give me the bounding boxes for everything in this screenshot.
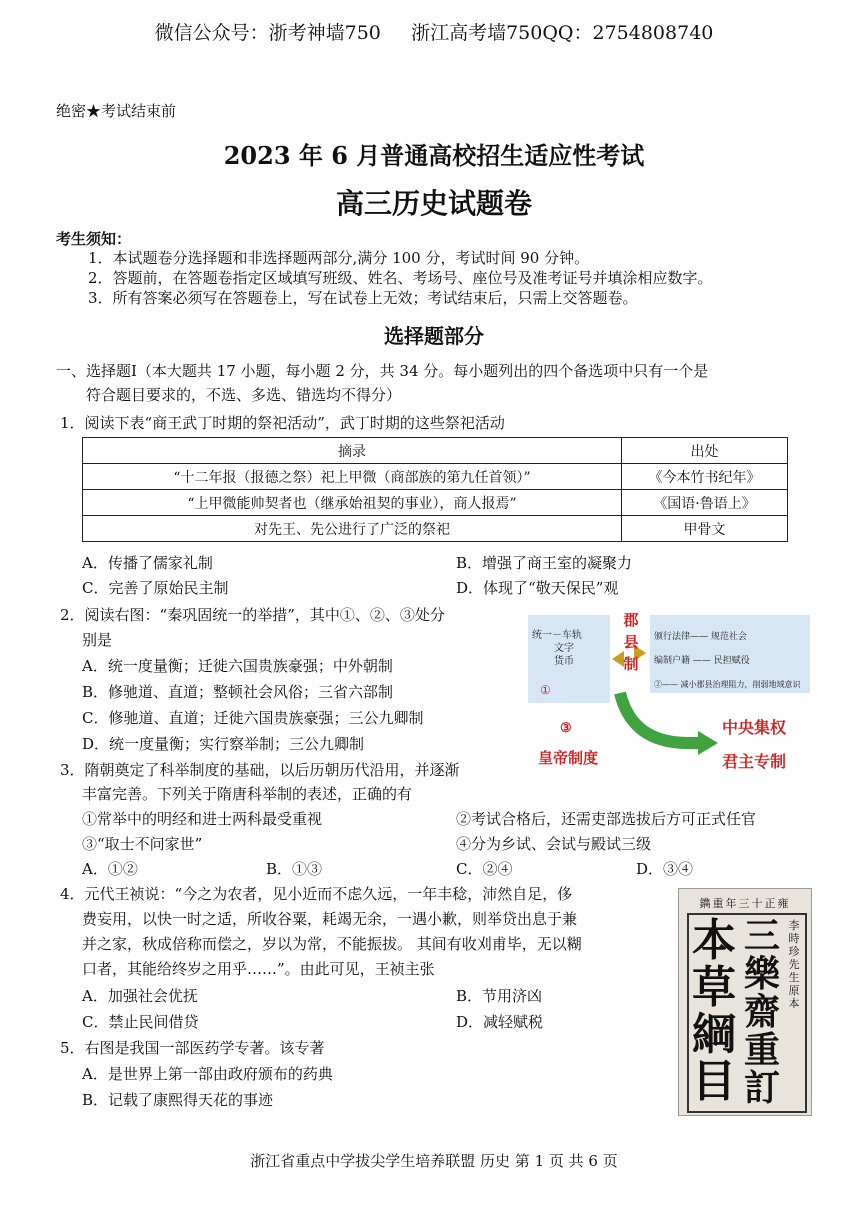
q3-stem-line1: 3．隋朝奠定了科举制度的基础，以后历朝历代沿用，并逐渐 [60, 761, 460, 779]
q3-stem-line2: 丰富完善。下列关于隋唐科举制的表述，正确的有 [82, 785, 413, 803]
q4-stem-line2: 费妄用，以快一时之适，所收谷粟，耗竭无余，一遇小歉，则举贷出息于兼 [82, 910, 578, 928]
q1-option-b: B．增强了商王室的凝聚力 [456, 554, 633, 572]
q4-option-a: A．加强社会优抚 [82, 987, 198, 1005]
qin-unification-diagram [528, 603, 814, 775]
diagram-result-2: 君主专制 [722, 752, 787, 771]
secret-label: 绝密★考试结束前 [56, 102, 177, 120]
table-cell: 《今本竹书纪年》 [622, 464, 788, 490]
q4-option-b: B．节用济凶 [456, 987, 543, 1005]
book-title-right: 三樂齋重訂 [743, 915, 780, 1109]
table-cell: 甲骨文 [622, 516, 788, 542]
q1-option-d: D．体现了“敬天保民”观 [456, 579, 619, 597]
diagram-emperor-label: 皇帝制度 [538, 749, 599, 767]
q5-option-a: A．是世界上第一部由政府颁布的药典 [82, 1065, 333, 1083]
q2-option-a: A．统一度量衡；迁徙六国贵族豪强；中外朝制 [82, 657, 393, 675]
page-footer: 浙江省重点中学拔尖学生培养联盟 历史 第 1 页 共 6 页 [250, 1152, 618, 1170]
table-header: 出处 [622, 438, 788, 464]
q4-option-c: C．禁止民间借贷 [82, 1013, 199, 1031]
part1-instruction-line2: 符合题目要求的，不选、多选、错选均不得分） [86, 386, 402, 404]
q4-stem-line3: 并之家，秋成倍称而偿之，岁以为常，不能振拔。 其间有收刈甫毕，无以糊 [82, 935, 582, 953]
q5-option-b: B．记载了康熙得天花的事迹 [82, 1091, 274, 1109]
section-title: 选择题部分 [384, 324, 484, 348]
table-row [83, 516, 788, 542]
q3-option-a: A．①② [82, 860, 138, 878]
table-cell: 《国语·鲁语上》 [622, 490, 788, 516]
diagram-center-label: 郡 县 制 [623, 611, 639, 673]
page-banner: 微信公众号：浙考神墙750 浙江高考墙750QQ：2754808740 [154, 22, 714, 44]
q3-item-3: ③“取士不问家世” [82, 835, 203, 853]
q3-option-b: B．①③ [266, 860, 323, 878]
q3-item-2: ②考试合格后，还需吏部选拔后方可正式任官 [456, 810, 757, 828]
curve-arrow-icon [620, 693, 698, 743]
q3-option-d: D．③④ [636, 860, 694, 878]
diagram-circle-1: ① [540, 683, 551, 697]
notice-heading: 考生须知： [56, 230, 132, 248]
paper-subtitle: 高三历史试题卷 [335, 187, 532, 220]
q4-option-d: D．减轻赋税 [456, 1013, 544, 1031]
part1-instruction-line1: 一、选择题Ⅰ（本大题共 17 小题，每小题 2 分，共 34 分。每小题列出的四个备选项中只有一个是 [56, 362, 709, 380]
exam-title: 2023 年 6 月普通高校招生适应性考试 [223, 141, 645, 170]
q2-option-b: B．修驰道、直道；整顿社会风俗；三省六部制 [82, 683, 394, 701]
q2-option-d: D．统一度量衡；实行察举制；三公九卿制 [82, 735, 365, 753]
book-title-left: 本草綱目 [692, 915, 736, 1107]
diagram-result-1: 中央集权 [722, 718, 787, 737]
curve-arrow-head-icon [698, 731, 718, 755]
q1-stem: 1．阅读下表“商王武丁时期的祭祀活动”，武丁时期的这些祭祀活动 [60, 414, 505, 432]
q1-option-c: C．完善了原始民主制 [82, 579, 229, 597]
q1-option-a: A．传播了儒家礼制 [82, 554, 213, 572]
q1-table [82, 437, 788, 542]
q2-stem-line1: 2．阅读右图：“秦巩固统一的举措”，其中①、②、③处分 [60, 606, 445, 624]
notice-item: 1．本试题卷分选择题和非选择题两部分,满分 100 分，考试时间 90 分钟。 [88, 249, 590, 267]
table-header-row [83, 438, 788, 464]
table-row [83, 490, 788, 516]
diagram-right-text: 颁行法律—— 规范社会 编制户籍 —— 民担赋役 ②—— 减小郡县治理阻力，削弱地域意识 [654, 632, 801, 689]
diagram-left-text: 统一－车轨 文字 货币 [532, 630, 582, 667]
book-author-text: 李時珍先生原本 [788, 919, 800, 1010]
notice-item: 2．答题前，在答题卷指定区域填写班级、姓名、考场号、座位号及准考证号并填涂相应数字。 [88, 269, 713, 287]
q3-option-c: C．②④ [456, 860, 513, 878]
q3-item-4: ④分为乡试、会试与殿试三级 [456, 835, 652, 853]
book-top-text: 雍正十三年重鐫 [699, 897, 791, 910]
notice-item: 3．所有答案必须写在答题卷上，写在试卷上无效；考试结束后，只需上交答题卷。 [88, 289, 638, 307]
q2-stem-line2: 别是 [82, 631, 113, 649]
table-row [83, 464, 788, 490]
q2-option-c: C．修驰道、直道；迁徙六国贵族豪强；三公九卿制 [82, 709, 424, 727]
table-cell: “上甲微能帅契者也（继承始祖契的事业），商人报焉” [83, 490, 622, 516]
table-cell: “十二年报（报德之祭）祀上甲微（商部族的第九任首领）” [83, 464, 622, 490]
q4-stem-line1: 4．元代王祯说：“今之为农者，见小近而不虑久远，一年丰稔，沛然自足，侈 [60, 885, 573, 903]
q4-stem-line4: 口者，其能给终岁之用乎……”。由此可见，王祯主张 [82, 960, 435, 978]
q5-stem: 5．右图是我国一部医药学专著。该专著 [60, 1039, 325, 1057]
diagram-circle-3: ③ [560, 721, 572, 736]
book-cover-image [678, 888, 812, 1116]
table-cell: 对先王、先公进行了广泛的祭祀 [83, 516, 622, 542]
table-header: 摘录 [83, 438, 622, 464]
q3-item-1: ①常举中的明经和进士两科最受重视 [82, 810, 323, 828]
